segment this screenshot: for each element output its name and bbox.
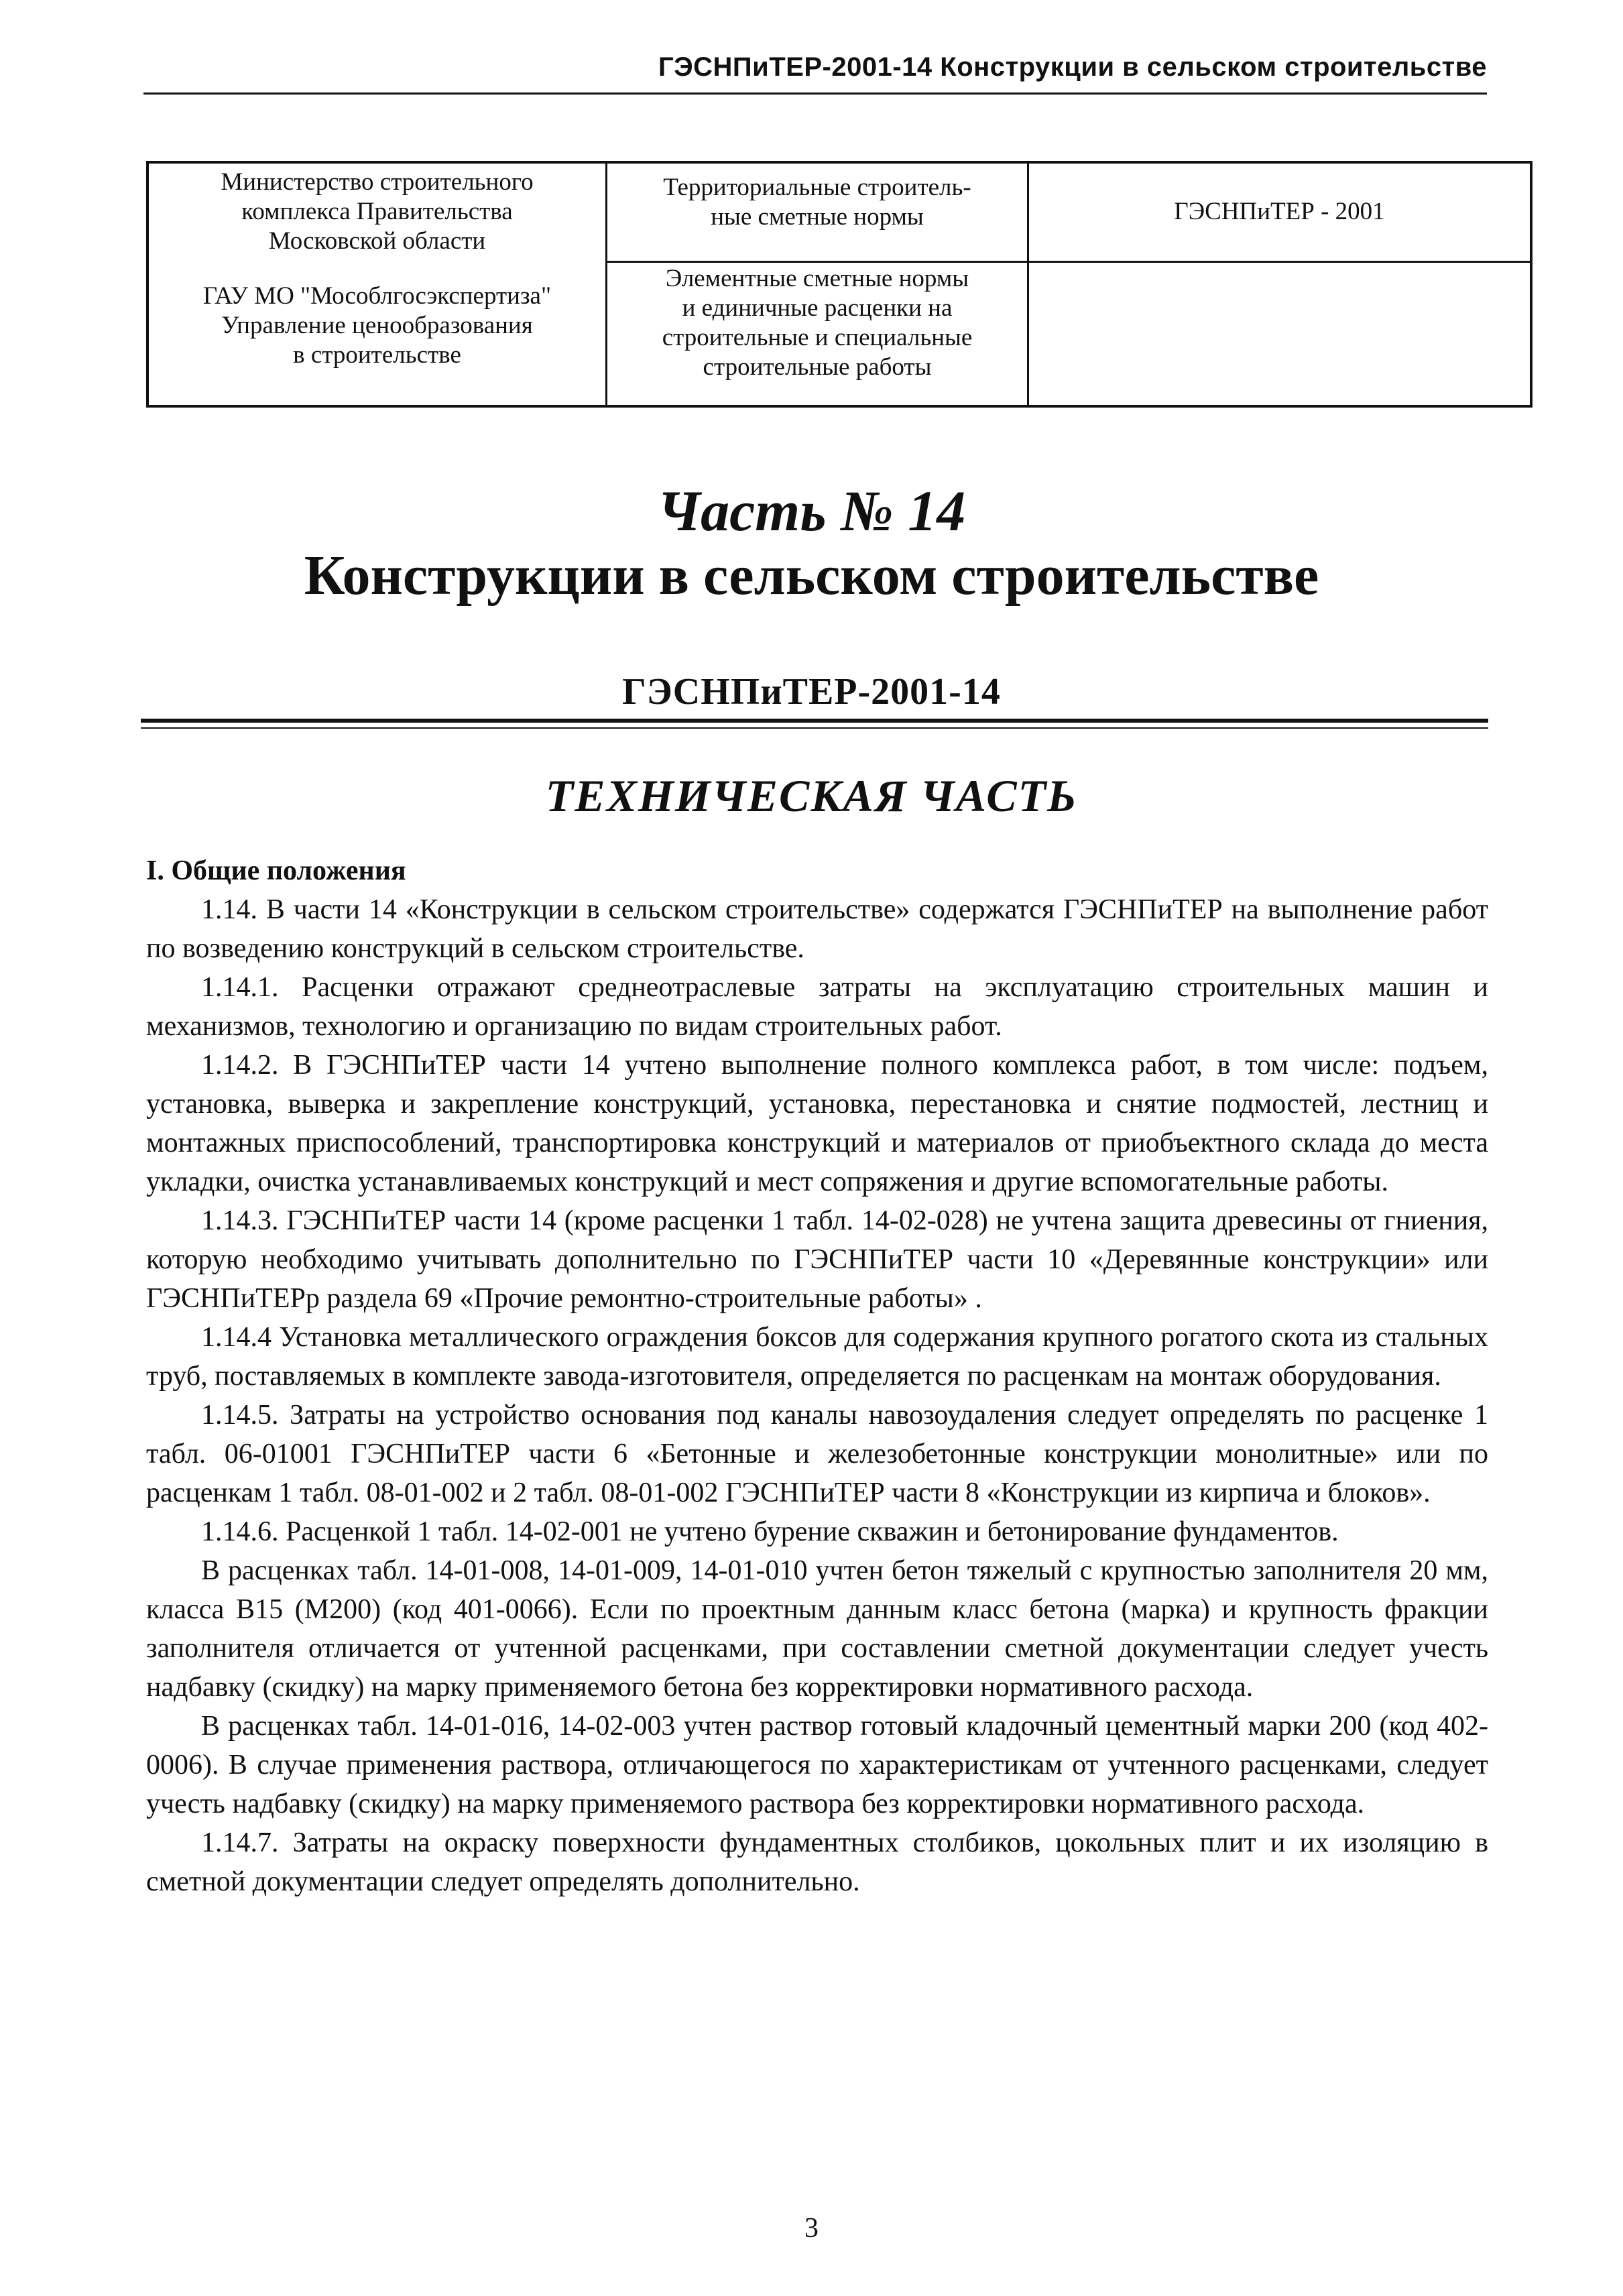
code-title: ГЭСНПиТЕР-2001-14 xyxy=(622,671,1001,713)
ministry-line: комплекса Правительства xyxy=(241,198,513,225)
info-table xyxy=(146,161,1532,408)
norms-description-line: Элементные сметные нормы xyxy=(665,265,969,292)
code-cell xyxy=(1029,197,1530,227)
double-rule-thin xyxy=(141,727,1488,729)
norms-description-line: и единичные расценки на xyxy=(682,294,953,322)
ministry-line: Московской области xyxy=(268,227,486,255)
body-text xyxy=(146,851,1488,1901)
part-name: Конструкции в сельском строительстве xyxy=(304,544,1319,607)
paragraph: 1.14.1. Расценки отражают среднеотраслевые затраты на эксплуатацию строительных машин и механизмов, технологию и организацию по видам строительных работ. xyxy=(146,972,1488,1042)
norms-description-line: строительные и специальные xyxy=(662,324,973,351)
norms-type-line: ные сметные нормы xyxy=(711,203,924,231)
paragraph: В расценках табл. 14-01-008, 14-01-009, 14-01-010 учтен бетон тяжелый с крупностью заполнителя 20 мм, класса В15 (М200) (код 401-0066). Если по проектным данным класс бетона (марка) и крупность фракции заполнителя отличается от учтенной расценками, при составлении сметной документации следует учесть надбавку (скидку) на марку применяемого бетона без корректировки нормативного расхода. xyxy=(146,1555,1488,1703)
page-number: 3 xyxy=(804,2213,819,2244)
agency-line: в строительстве xyxy=(293,341,461,369)
ministry-cell xyxy=(149,168,605,256)
paragraph: 1.14. В части 14 «Конструкции в сельском строительстве» содержатся ГЭСНПиТЕР на выполнение работ по возведению конструкций в сельском строительстве. xyxy=(146,894,1488,964)
norms-type-line: Территориальные строитель- xyxy=(663,174,971,201)
norms-description-cell xyxy=(607,264,1027,382)
table-divider xyxy=(605,261,1530,263)
agency-cell xyxy=(149,282,605,370)
paragraph: 1.14.7. Затраты на окраску поверхности фундаментных столбиков, цокольных плит и их изоляцию в сметной документации следует определять дополнительно. xyxy=(146,1827,1488,1897)
code-cell-text: ГЭСНПиТЕР - 2001 xyxy=(1174,198,1385,225)
paragraph: 1.14.4 Установка металлического ограждения боксов для содержания крупного рогатого скота из стальных труб, поставляемых в комплекте завода-изготовителя, определяется по расценкам на монтаж оборудования. xyxy=(146,1322,1488,1392)
section-heading: I. Общие положения xyxy=(146,855,406,886)
paragraph: В расценках табл. 14-01-016, 14-02-003 учтен раствор готовый кладочный цементный марки 200 (код 402-0006). В случае применения раствора, отличающегося по характеристикам от учтенного расценками, следует учесть надбавку (скидку) на марку применяемого раствора без корректировки нормативного расхода. xyxy=(146,1711,1488,1819)
header-rule xyxy=(143,93,1487,95)
ministry-line: Министерство строительного xyxy=(221,168,534,196)
agency-line: ГАУ МО "Мособлгосэкспертиза" xyxy=(202,282,552,310)
part-title: Часть № 14 xyxy=(657,479,966,543)
norms-type-cell xyxy=(607,173,1027,232)
paragraph: 1.14.6. Расценкой 1 табл. 14-02-001 не учтено бурение скважин и бетонирование фундаментов. xyxy=(201,1516,1339,1547)
agency-line: Управление ценообразования xyxy=(221,312,533,339)
running-header: ГЭСНПиТЕР-2001-14 Конструкции в сельском строительстве xyxy=(658,52,1487,82)
paragraph: 1.14.3. ГЭСНПиТЕР части 14 (кроме расценки 1 табл. 14-02-028) не учтена защита древесины от гниения, которую необходимо учитывать дополнительно по ГЭСНПиТЕР части 10 «Деревянные конструкции» или ГЭСНПиТЕРр раздела 69 «Прочие ремонтно-строительные работы» . xyxy=(146,1205,1488,1314)
paragraph: 1.14.2. В ГЭСНПиТЕР части 14 учтено выполнение полного комплекса работ, в том числе: подъем, установка, выверка и закрепление конструкций, установка, перестановка и снятие подмостей, лестниц и монтажных приспособлений, транспортировка конструкций и материалов от приобъектного склада до места укладки, очистка устанавливаемых конструкций и мест сопряжения и другие вспомогательные работы. xyxy=(146,1050,1488,1197)
double-rule-thick xyxy=(141,719,1488,723)
paragraph: 1.14.5. Затраты на устройство основания под каналы навозоудаления следует определять по расценке 1 табл. 06-01001 ГЭСНПиТЕР части 6 «Бетонные и железобетонные конструкции монолитные» или по расценкам 1 табл. 08-01-002 и 2 табл. 08-01-002 ГЭСНПиТЕР части 8 «Конструкции из кирпича и блоков». xyxy=(146,1400,1488,1508)
norms-description-line: строительные работы xyxy=(703,353,932,381)
technical-part-title: ТЕХНИЧЕСКАЯ ЧАСТЬ xyxy=(545,770,1078,821)
